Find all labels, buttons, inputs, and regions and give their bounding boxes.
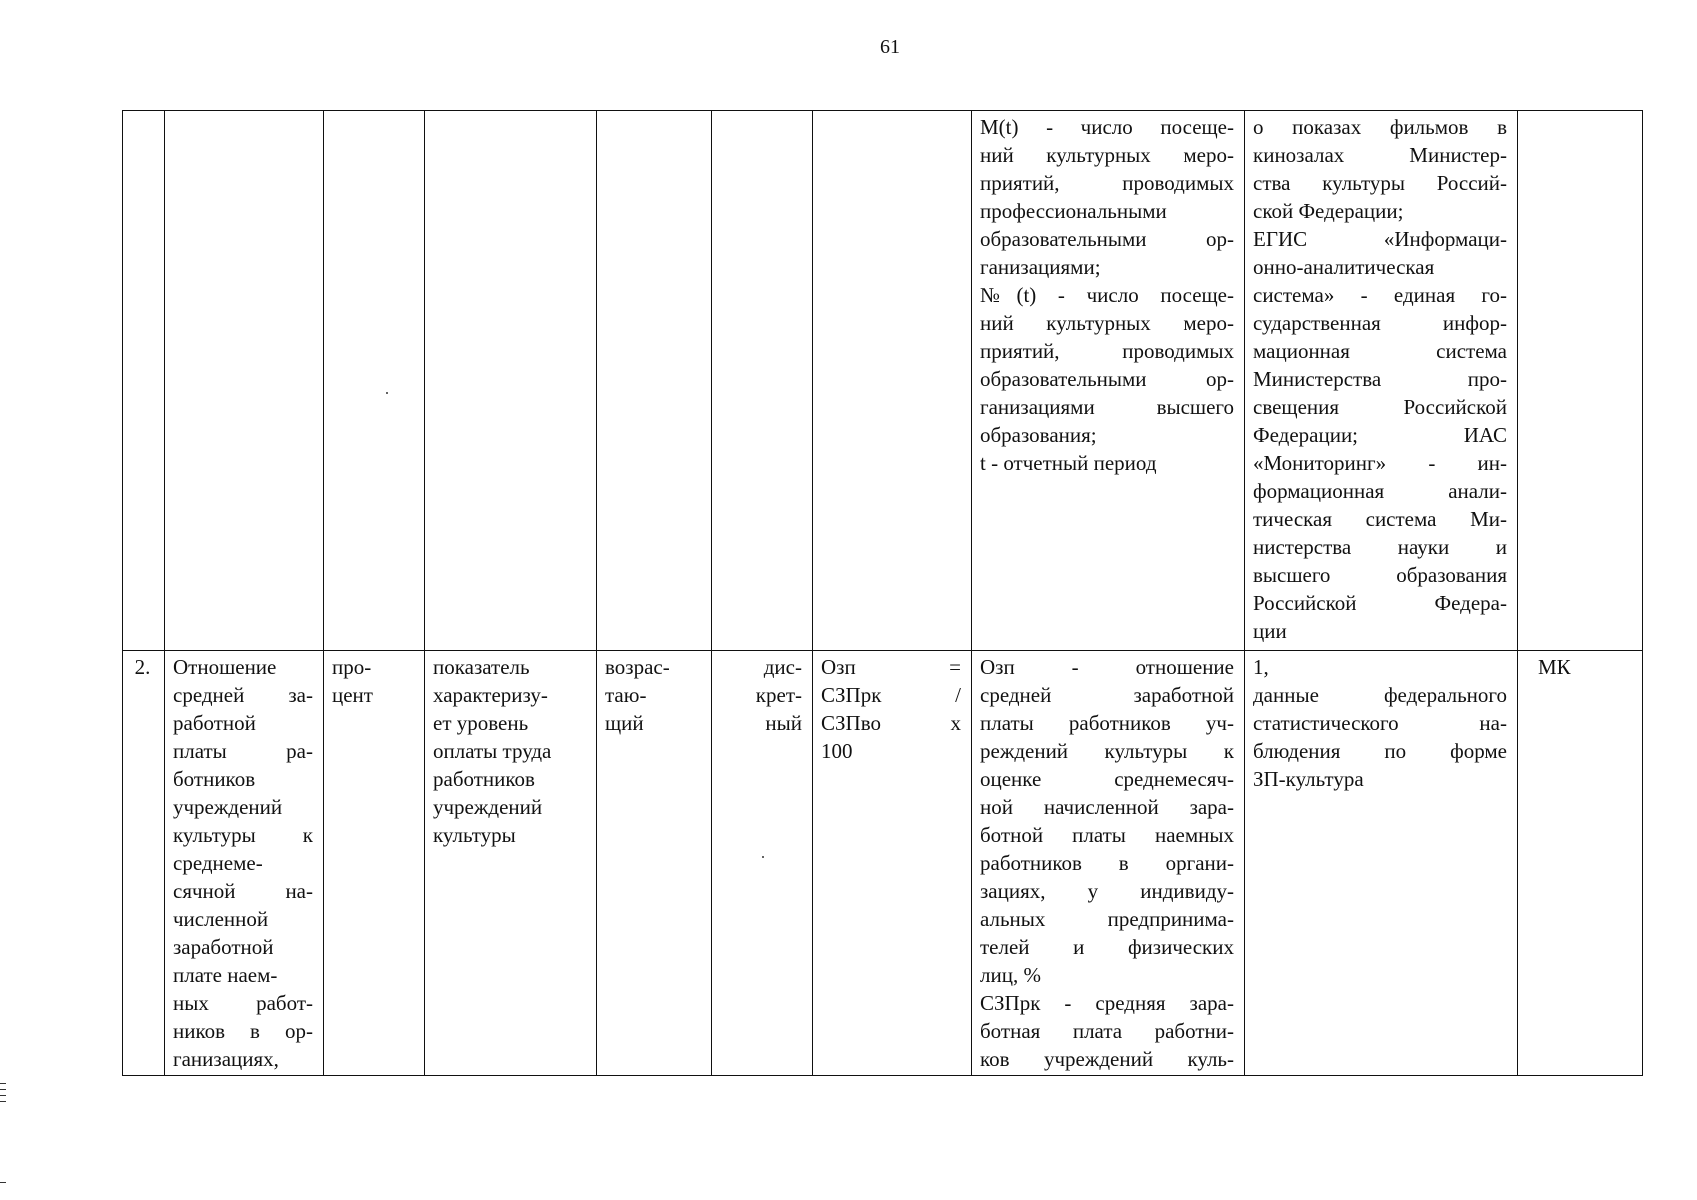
text-line: цент bbox=[332, 683, 373, 707]
text-line: заработной bbox=[173, 935, 274, 959]
text-line: оплаты труда bbox=[433, 739, 552, 763]
row1-unit-cell bbox=[324, 111, 425, 651]
text-line: приятий, проводимых bbox=[980, 171, 1234, 195]
text-line: профессиональными bbox=[980, 199, 1167, 223]
row1-responsible-cell bbox=[1518, 111, 1643, 651]
text-line: альных предпринима- bbox=[980, 907, 1234, 931]
text-line: оценке среднемесяч- bbox=[980, 767, 1234, 791]
text-line: лиц, % bbox=[980, 963, 1041, 987]
text-line: ных работ- bbox=[173, 991, 313, 1015]
text-line: Отношение bbox=[173, 655, 277, 679]
row2-trend-cell bbox=[597, 651, 712, 1076]
text-line: ет уровень bbox=[433, 711, 529, 735]
text-line: формационная анали- bbox=[1253, 479, 1507, 503]
text-line: ганизациях, bbox=[173, 1047, 279, 1071]
text-line: СЗПво x bbox=[821, 711, 961, 735]
row2-name-cell bbox=[165, 651, 324, 1076]
text-line: средней за- bbox=[173, 683, 313, 707]
text-line: тическая система Ми- bbox=[1253, 507, 1507, 531]
text-line: система» - единая го- bbox=[1253, 283, 1507, 307]
text-line: таю- bbox=[605, 683, 647, 707]
responsible-org: МК bbox=[1538, 655, 1571, 679]
scan-margin-mark bbox=[0, 1182, 6, 1183]
row2-definition-cell bbox=[425, 651, 597, 1076]
text-line: ботников bbox=[173, 767, 256, 791]
text-line: работной bbox=[173, 711, 256, 735]
text-line: показатель bbox=[433, 655, 530, 679]
row2-formula-cell bbox=[813, 651, 972, 1076]
text-line: щий bbox=[605, 711, 644, 735]
text-line: о показах фильмов в bbox=[1253, 115, 1507, 139]
scan-margin-mark bbox=[0, 1095, 6, 1096]
text-line: статистического на- bbox=[1253, 711, 1507, 735]
text-line: мационная система bbox=[1253, 339, 1507, 363]
text-line: ганизациями; bbox=[980, 255, 1101, 279]
row1-source-cell bbox=[1245, 111, 1518, 651]
text-line: Федерации; ИАС bbox=[1253, 423, 1507, 447]
text-line: образования; bbox=[980, 423, 1097, 447]
text-line: образовательными ор- bbox=[980, 227, 1234, 251]
text-line: «Мониторинг» - ин- bbox=[1253, 451, 1507, 475]
text-line: ганизациями высшего bbox=[980, 395, 1234, 419]
text-line: высшего образования bbox=[1253, 563, 1507, 587]
text-line: платы ра- bbox=[173, 739, 313, 763]
row1-trend-cell bbox=[597, 111, 712, 651]
row1-number-cell bbox=[123, 111, 165, 651]
page-number: 61 bbox=[880, 36, 900, 58]
text-line: Министерства про- bbox=[1253, 367, 1507, 391]
text-line: культуры bbox=[433, 823, 516, 847]
row-number: 2. bbox=[134, 655, 151, 679]
text-line: Озп - отношение bbox=[980, 655, 1234, 679]
text-line: нистерства науки и bbox=[1253, 535, 1507, 559]
table-row bbox=[123, 111, 1643, 651]
text-line: СЗПрк - средняя зара- bbox=[980, 991, 1234, 1015]
scan-margin-mark bbox=[0, 1101, 6, 1102]
text-line: численной bbox=[173, 907, 269, 931]
text-line: блюдения по форме bbox=[1253, 739, 1507, 763]
scan-speck bbox=[386, 392, 388, 394]
text-line: t - отчетный период bbox=[980, 451, 1157, 475]
text-line: средней заработной bbox=[980, 683, 1234, 707]
scan-margin-mark bbox=[0, 1083, 6, 1084]
text-line: образовательными ор- bbox=[980, 367, 1234, 391]
text-line: ства культуры Россий- bbox=[1253, 171, 1507, 195]
text-line: зациях, у индивиду- bbox=[980, 879, 1234, 903]
text-line: сударственная инфор- bbox=[1253, 311, 1507, 335]
text-line: Озп = bbox=[821, 655, 961, 679]
text-line: реждений культуры к bbox=[980, 739, 1234, 763]
row1-name-cell bbox=[165, 111, 324, 651]
text-line: ний культурных меро- bbox=[980, 311, 1234, 335]
text-line: характеризу- bbox=[433, 683, 548, 707]
row1-formula-cell bbox=[813, 111, 972, 651]
table-row bbox=[123, 651, 1643, 1076]
text-line: №(t) - число посеще- bbox=[980, 283, 1234, 307]
row2-source-cell bbox=[1245, 651, 1518, 1076]
row2-unit-cell bbox=[324, 651, 425, 1076]
text-line: свещения Российской bbox=[1253, 395, 1507, 419]
text-line: ЗП-культура bbox=[1253, 767, 1364, 791]
scan-margin-mark bbox=[0, 1089, 6, 1090]
row2-type-cell bbox=[712, 651, 813, 1076]
text-line: СЗПрк / bbox=[821, 683, 961, 707]
text-line: платы работников уч- bbox=[980, 711, 1234, 735]
row1-definition-cell bbox=[425, 111, 597, 651]
text-line: учреждений bbox=[433, 795, 543, 819]
text-line: плате наем- bbox=[173, 963, 278, 987]
text-line: 100 bbox=[821, 739, 853, 763]
text-line: данные федерального bbox=[1253, 683, 1507, 707]
text-line: учреждений bbox=[173, 795, 283, 819]
text-line: Российской Федера- bbox=[1253, 591, 1507, 615]
text-line: телей и физических bbox=[980, 935, 1234, 959]
row2-formula-description-cell bbox=[972, 651, 1245, 1076]
text-line: крет- bbox=[755, 683, 802, 707]
text-line: приятий, проводимых bbox=[980, 339, 1234, 363]
text-line: онно-аналитическая bbox=[1253, 255, 1435, 279]
row1-type-cell bbox=[712, 111, 813, 651]
row2-number-cell bbox=[123, 651, 165, 1076]
text-line: кинозалах Министер- bbox=[1253, 143, 1507, 167]
text-line: сячной на- bbox=[173, 879, 313, 903]
text-line: ников в ор- bbox=[173, 1019, 313, 1043]
row1-formula-description-cell bbox=[972, 111, 1245, 651]
text-line: ской Федерации; bbox=[1253, 199, 1404, 223]
text-line: возрас- bbox=[605, 655, 670, 679]
text-line: работников в органи- bbox=[980, 851, 1234, 875]
text-line: ботной платы наемных bbox=[980, 823, 1234, 847]
text-line: ной начисленной зара- bbox=[980, 795, 1234, 819]
text-line: работников bbox=[433, 767, 535, 791]
text-line: среднеме- bbox=[173, 851, 263, 875]
text-line: культуры к bbox=[173, 823, 313, 847]
text-line: ЕГИС «Информаци- bbox=[1253, 227, 1507, 251]
scan-speck bbox=[762, 856, 764, 858]
text-line: дис- bbox=[763, 655, 802, 679]
indicator-table bbox=[122, 110, 1643, 1076]
text-line: M(t) - число посеще- bbox=[980, 115, 1234, 139]
row2-responsible-cell bbox=[1518, 651, 1643, 1076]
text-line: 1, bbox=[1253, 655, 1269, 679]
text-line: ков учреждений куль- bbox=[980, 1047, 1234, 1071]
text-line: про- bbox=[332, 655, 372, 679]
text-line: ний культурных меро- bbox=[980, 143, 1234, 167]
text-line: ный bbox=[765, 711, 802, 735]
text-line: ции bbox=[1253, 619, 1287, 643]
text-line: ботная плата работни- bbox=[980, 1019, 1234, 1043]
